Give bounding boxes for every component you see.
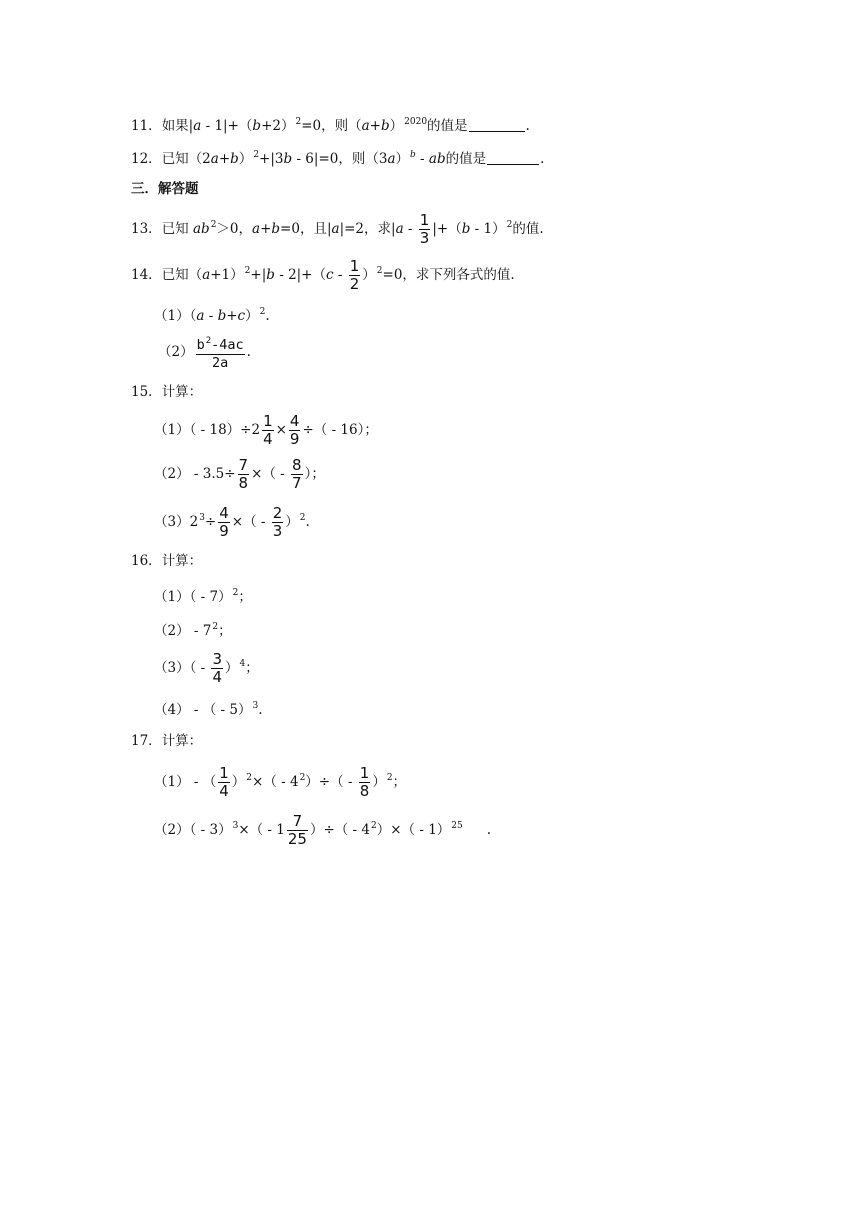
text: +|3 bbox=[259, 151, 284, 167]
problem-14-part-2 bbox=[158, 332, 251, 372]
exponent: 3 bbox=[199, 513, 205, 523]
fraction bbox=[419, 212, 431, 247]
problem-15 bbox=[131, 383, 202, 401]
var-b: b bbox=[252, 118, 262, 134]
num-b: b bbox=[196, 337, 205, 353]
exponent: 2 bbox=[295, 117, 302, 127]
fraction bbox=[196, 333, 245, 372]
fraction bbox=[289, 413, 301, 448]
problem-number: 11． bbox=[131, 118, 162, 134]
var-c: c bbox=[237, 308, 246, 324]
fraction bbox=[291, 457, 303, 492]
problem-number: 12． bbox=[131, 151, 162, 167]
exponent: 2 bbox=[205, 336, 212, 346]
text: ） bbox=[372, 774, 386, 790]
problem-16-part-4 bbox=[154, 697, 263, 719]
denominator: 2a bbox=[196, 354, 245, 372]
text: . bbox=[486, 822, 492, 838]
denominator: 8 bbox=[238, 474, 249, 492]
text: - 1） bbox=[470, 221, 506, 237]
exponent: 2 bbox=[212, 622, 219, 632]
exponent: 2 bbox=[244, 266, 251, 276]
numerator: 1 bbox=[219, 764, 229, 782]
text: - 6|=0，则（3 bbox=[292, 151, 388, 167]
problem-12 bbox=[131, 146, 544, 168]
text: ＞0， bbox=[216, 221, 253, 237]
denominator: 8 bbox=[359, 782, 370, 800]
problem-16-part-2 bbox=[154, 618, 232, 640]
denominator: 3 bbox=[272, 522, 283, 540]
fraction bbox=[287, 813, 308, 848]
numerator: 8 bbox=[292, 456, 302, 474]
exponent: 2 bbox=[232, 588, 239, 598]
denominator: 9 bbox=[289, 430, 300, 448]
problem-15-part-3 bbox=[154, 500, 310, 540]
text: 的值. bbox=[512, 221, 544, 237]
numerator: 1 bbox=[263, 412, 273, 430]
text: =0，则（ bbox=[301, 118, 362, 134]
var-b: b bbox=[217, 308, 227, 324]
var-a: a bbox=[387, 151, 396, 167]
exponent: 3 bbox=[232, 821, 239, 831]
text: ） bbox=[238, 151, 253, 167]
var-a: a bbox=[202, 267, 211, 283]
text: - bbox=[204, 308, 218, 324]
problem-17 bbox=[131, 732, 202, 750]
fraction bbox=[272, 505, 284, 540]
text: ； bbox=[245, 660, 259, 676]
problem-17-part-1 bbox=[154, 760, 406, 800]
problem-number: 15． bbox=[131, 384, 162, 400]
text: ） bbox=[285, 514, 299, 530]
part-label: （2） - 7 bbox=[154, 623, 212, 639]
var-c: c bbox=[326, 267, 334, 283]
text: ÷ bbox=[204, 514, 217, 530]
text: +| bbox=[250, 267, 267, 283]
denominator: 9 bbox=[219, 522, 229, 540]
numerator: 2 bbox=[272, 504, 283, 522]
text: ） bbox=[245, 308, 259, 324]
text: ； bbox=[218, 623, 232, 639]
part-label: （3）2 bbox=[154, 514, 199, 530]
part-label: （2） bbox=[158, 344, 194, 360]
var-a: a bbox=[196, 308, 205, 324]
exponent: 25 bbox=[451, 821, 463, 831]
numerator: 4 bbox=[289, 412, 300, 430]
problem-15-part-2 bbox=[154, 456, 325, 492]
text: 已知 bbox=[161, 221, 193, 237]
exponent: 2 bbox=[246, 773, 253, 783]
exponent: 2 bbox=[210, 220, 217, 230]
denominator: 3 bbox=[419, 229, 430, 247]
text: |=2，求| bbox=[339, 221, 396, 237]
problem-14-part-1 bbox=[154, 303, 270, 325]
var-ab: ab bbox=[192, 221, 210, 237]
problem-14 bbox=[131, 253, 515, 293]
numerator: 7 bbox=[292, 812, 303, 830]
text: ×（ - bbox=[231, 514, 270, 530]
text: ）； bbox=[304, 466, 325, 482]
denominator: 25 bbox=[287, 830, 307, 848]
problem-title: 计算： bbox=[161, 384, 203, 400]
problem-16-part-3 bbox=[154, 646, 259, 686]
var-b: b bbox=[461, 221, 471, 237]
problem-number: 17． bbox=[131, 733, 162, 749]
var-a: a bbox=[252, 221, 261, 237]
text: ）÷（ - bbox=[305, 774, 357, 790]
var-ab: ab bbox=[428, 151, 446, 167]
numerator: 1 bbox=[419, 211, 430, 229]
exponent: 2 bbox=[506, 220, 513, 230]
denominator: 4 bbox=[263, 430, 273, 448]
part-label: （2） - 3.5÷ bbox=[154, 466, 236, 482]
problem-number: 16． bbox=[131, 553, 162, 569]
part-label: （1）（ - 18）÷2 bbox=[154, 422, 261, 438]
numerator: 1 bbox=[349, 257, 360, 275]
text: 如果| bbox=[161, 118, 194, 134]
exponent: 2 bbox=[299, 773, 306, 783]
text: ）×（ - 1） bbox=[376, 822, 451, 838]
var-a: a bbox=[361, 118, 370, 134]
problem-number: 14． bbox=[131, 267, 162, 283]
denominator: 2 bbox=[349, 275, 360, 293]
var-b: b bbox=[266, 267, 275, 283]
exponent: 2 bbox=[371, 821, 377, 831]
text: + bbox=[369, 118, 381, 134]
text: + bbox=[218, 151, 231, 167]
text: 的值是 bbox=[427, 118, 468, 134]
var-b: b bbox=[230, 151, 239, 167]
text: - bbox=[333, 267, 347, 283]
text: ÷（ - 16）； bbox=[302, 422, 378, 438]
text: - 2|+（ bbox=[274, 267, 327, 283]
exponent: 3 bbox=[252, 701, 259, 711]
problem-16-part-1 bbox=[154, 584, 252, 606]
part-label: （1）（ - 7） bbox=[154, 589, 232, 605]
text: +2） bbox=[261, 118, 295, 134]
exponent: 4 bbox=[239, 659, 246, 669]
text: . bbox=[525, 118, 530, 134]
denominator: 4 bbox=[212, 668, 223, 686]
fraction bbox=[218, 765, 230, 800]
text: ×（ - 1 bbox=[238, 822, 285, 838]
text: . bbox=[246, 344, 251, 360]
var-b: b bbox=[271, 221, 281, 237]
text: . bbox=[305, 514, 310, 530]
part-label: （3）（ - bbox=[154, 660, 210, 676]
text: ） bbox=[362, 267, 376, 283]
problem-title: 计算： bbox=[161, 733, 203, 749]
exponent: 2 bbox=[376, 266, 383, 276]
text: ； bbox=[392, 774, 407, 790]
numerator bbox=[196, 333, 245, 354]
exponent: 2020 bbox=[404, 117, 428, 127]
text: 已知（ bbox=[161, 267, 203, 283]
problem-13 bbox=[131, 207, 544, 247]
text: ） bbox=[395, 151, 409, 167]
numerator: 1 bbox=[359, 764, 370, 782]
text: + bbox=[226, 308, 238, 324]
var-a: a bbox=[210, 151, 219, 167]
text: . bbox=[265, 308, 270, 324]
text: |+（ bbox=[432, 221, 462, 237]
exponent: b bbox=[410, 150, 416, 160]
text: 已知（2 bbox=[161, 151, 211, 167]
text: - 1|+（ bbox=[201, 118, 253, 134]
part-label: （4） - （ - 5） bbox=[154, 702, 252, 718]
fraction bbox=[211, 651, 223, 686]
text: . bbox=[258, 702, 263, 718]
text: ×（ - 4 bbox=[252, 774, 299, 790]
fraction bbox=[359, 765, 371, 800]
exponent: 2 bbox=[259, 307, 266, 317]
part-label: （2）（ - 3） bbox=[154, 822, 232, 838]
text: ； bbox=[238, 589, 252, 605]
problem-number: 13． bbox=[131, 221, 162, 237]
var-b: b bbox=[283, 151, 293, 167]
text: ） bbox=[225, 660, 239, 676]
num-rest: -4ac bbox=[211, 337, 244, 353]
part-label: （1）（ bbox=[154, 308, 197, 324]
text: ） bbox=[389, 118, 404, 134]
var-b: b bbox=[380, 118, 390, 134]
problem-16 bbox=[131, 552, 202, 570]
text: × bbox=[275, 422, 287, 438]
text: +1） bbox=[210, 267, 244, 283]
fraction bbox=[349, 258, 361, 293]
exponent: 2 bbox=[299, 513, 306, 523]
problem-17-part-2 bbox=[154, 808, 491, 848]
answer-blank[interactable] bbox=[487, 152, 539, 165]
text: ）÷（ - 4 bbox=[309, 822, 370, 838]
text: ） bbox=[231, 774, 246, 790]
var-a: a bbox=[193, 118, 202, 134]
fraction bbox=[238, 457, 250, 492]
text: =0，求下列各式的值. bbox=[382, 267, 515, 283]
text: . bbox=[540, 151, 545, 167]
answer-blank[interactable] bbox=[469, 119, 525, 132]
problem-title: 计算： bbox=[161, 553, 203, 569]
text: - bbox=[415, 151, 429, 167]
part-label: （1） - （ bbox=[154, 774, 217, 790]
numerator: 3 bbox=[212, 650, 223, 668]
fraction bbox=[218, 505, 230, 540]
problem-15-part-1 bbox=[154, 412, 378, 448]
denominator: 4 bbox=[219, 782, 229, 800]
var-a: a bbox=[395, 221, 404, 237]
fraction bbox=[262, 413, 274, 448]
exponent: 2 bbox=[386, 773, 393, 783]
exponent: 2 bbox=[253, 150, 260, 160]
problem-11 bbox=[131, 113, 530, 135]
numerator: 4 bbox=[219, 504, 229, 522]
section-heading: 三．解答题 bbox=[131, 181, 199, 197]
text: 的值是 bbox=[445, 151, 487, 167]
denominator: 7 bbox=[292, 474, 302, 492]
numerator: 7 bbox=[238, 456, 249, 474]
var-a: a bbox=[331, 221, 340, 237]
text: + bbox=[260, 221, 272, 237]
text: - bbox=[403, 221, 417, 237]
text: =0，且| bbox=[280, 221, 332, 237]
text: ×（ - bbox=[251, 466, 290, 482]
